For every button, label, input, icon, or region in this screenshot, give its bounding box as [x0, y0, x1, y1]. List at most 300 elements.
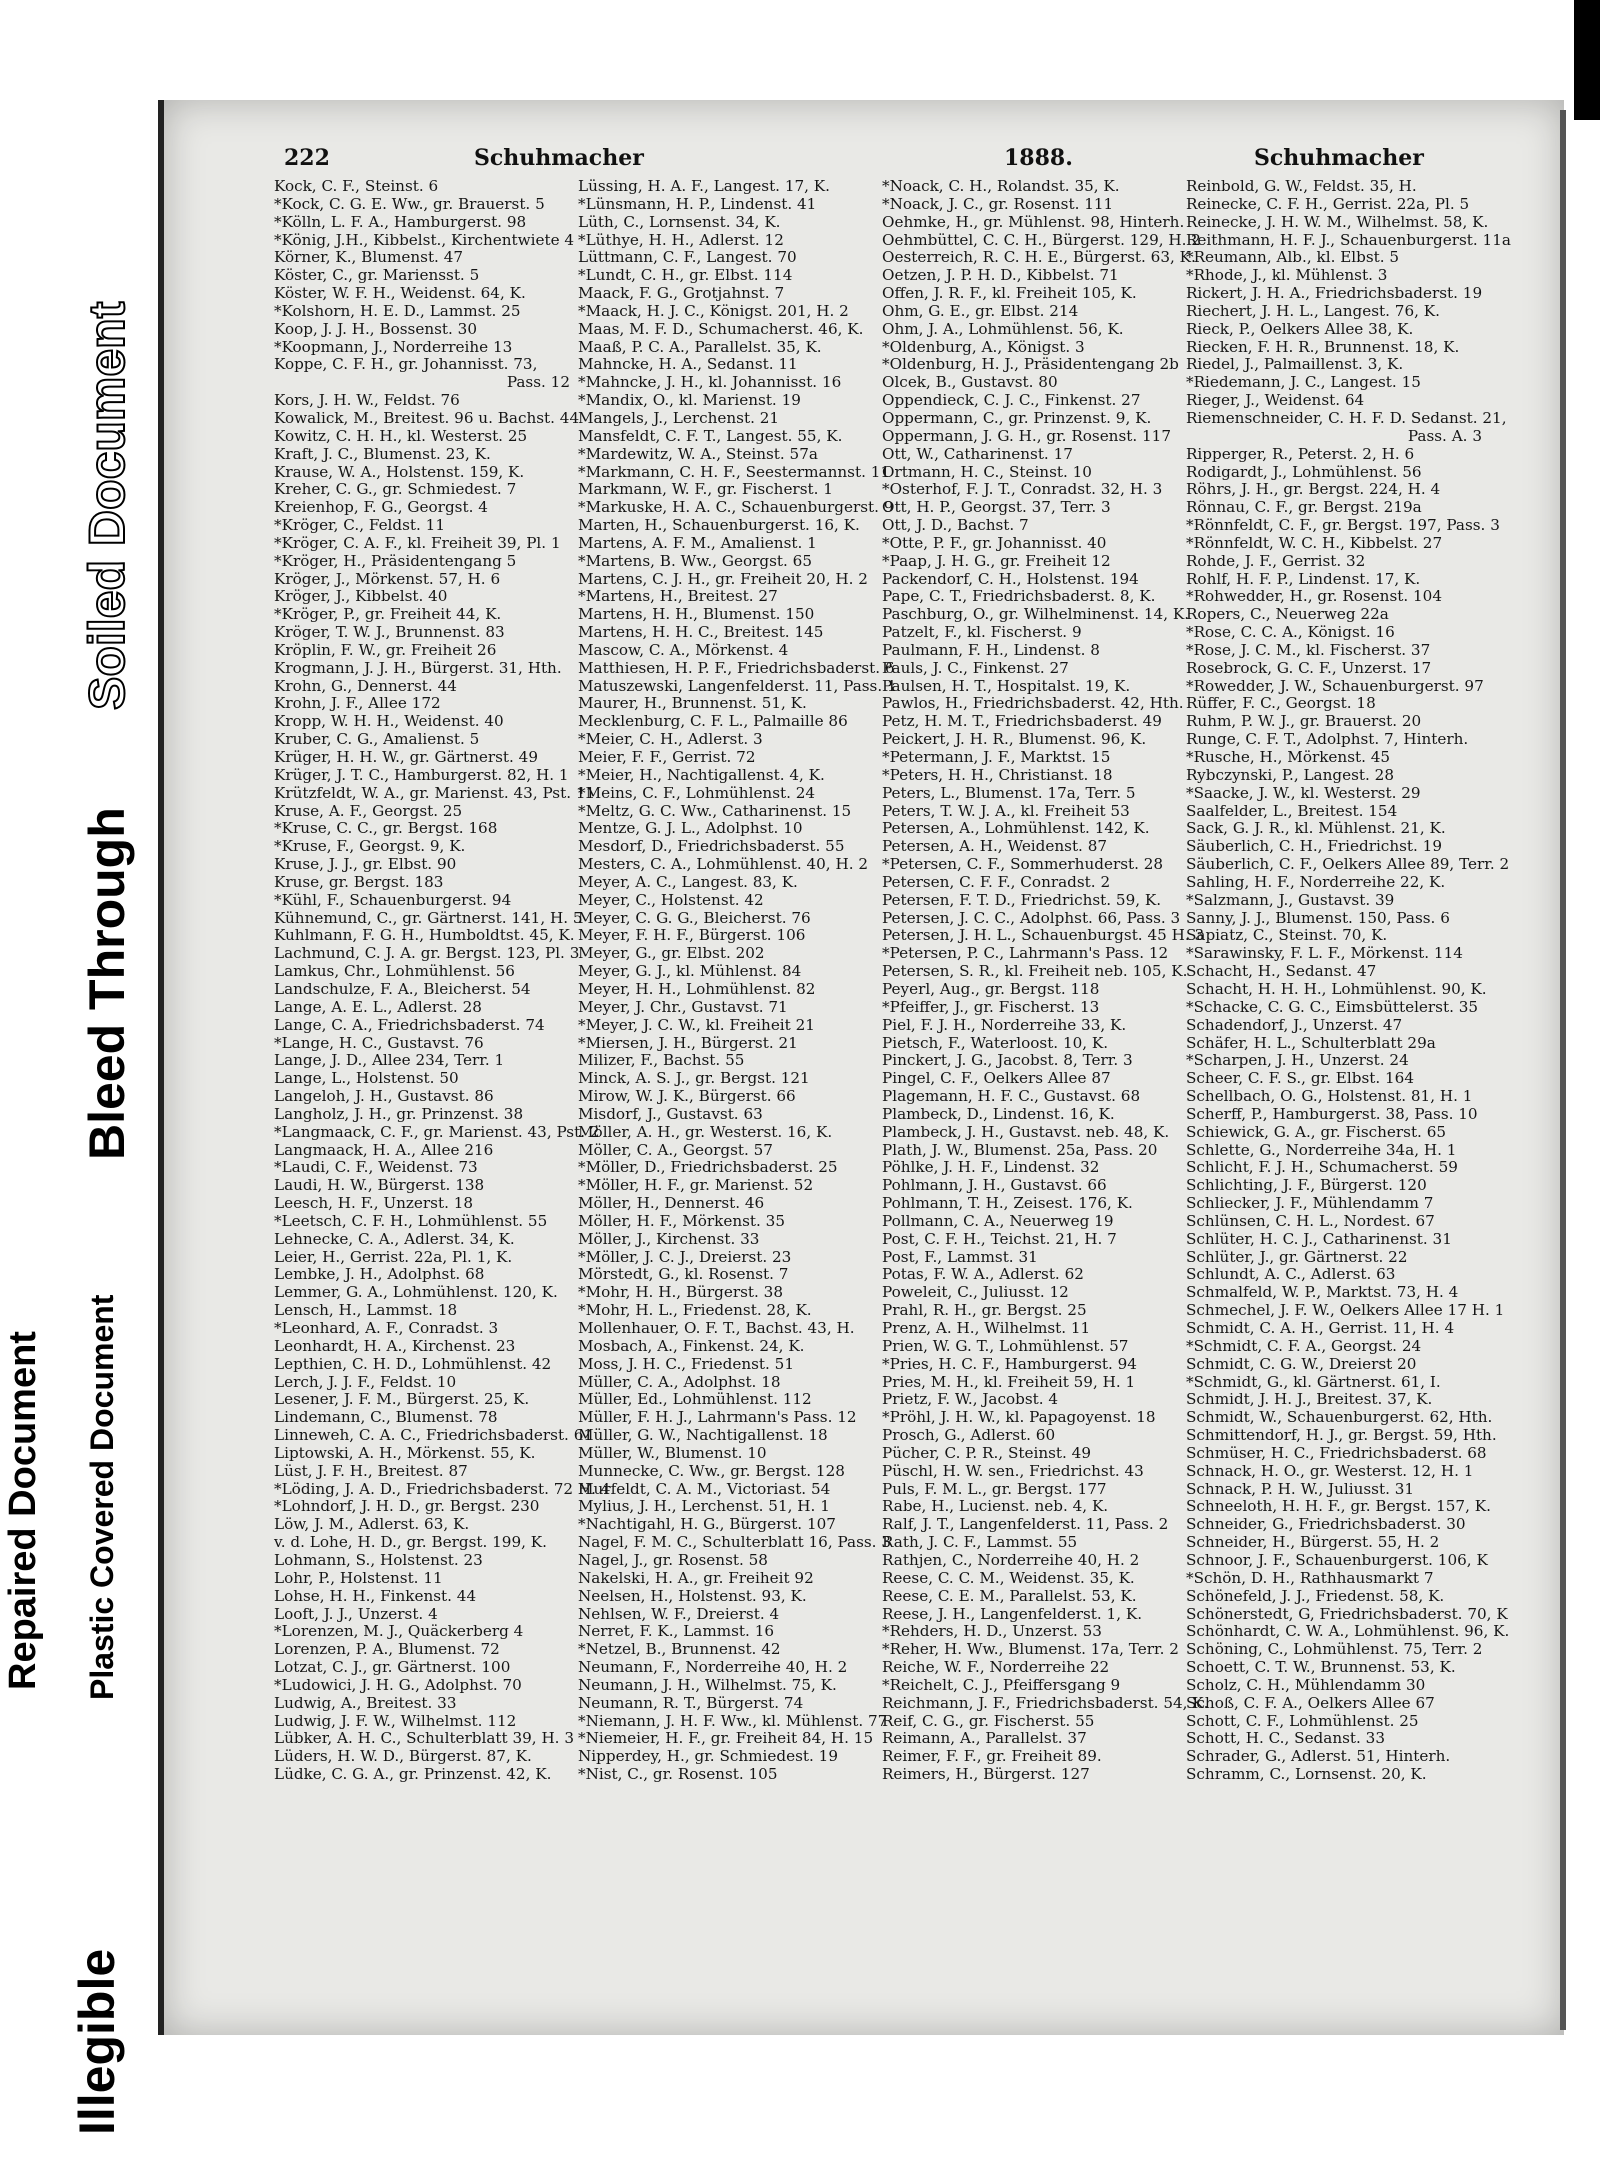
directory-entry: Krause, W. A., Holstenst. 159, K. [274, 462, 525, 481]
directory-entry: Langeloh, J. H., Gustavst. 86 [274, 1087, 494, 1106]
directory-entry: Mollenhauer, O. F. T., Bachst. 43, H. [578, 1319, 855, 1337]
directory-entry: Kühnemund, C., gr. Gärtnerst. 141, H. 5 [274, 908, 583, 927]
directory-entry: Leonhardt, H. A., Kirchenst. 23 [274, 1336, 516, 1355]
directory-entry: Kreher, C. G., gr. Schmiedest. 7 [274, 480, 517, 499]
directory-entry: *Möller, H. F., gr. Marienst. 52 [578, 1176, 814, 1195]
directory-entry: *Lorenzen, M. J., Quäckerberg 4 [274, 1622, 524, 1641]
directory-entry: Koop, J. J. H., Bossenst. 30 [274, 319, 477, 338]
directory-entry: Nakelski, H. A., gr. Freiheit 92 [578, 1568, 814, 1587]
directory-entry: Packendorf, C. H., Holstenst. 194 [882, 569, 1139, 588]
stamp-plastic-covered: Plastic Covered Document [84, 1294, 120, 1700]
directory-entry: Lensch, H., Lammst. 18 [274, 1301, 458, 1320]
directory-entry: Martens, H. H., Blumenst. 150 [578, 605, 815, 624]
directory-entry: Martens, H. H. C., Breitest. 145 [578, 623, 824, 642]
directory-entry: Looft, J. J., Unzerst. 4 [274, 1604, 438, 1623]
directory-entry: *Paap, J. H. G., gr. Freiheit 12 [882, 551, 1111, 570]
directory-entry: Reif, C. G., gr. Fischerst. 55 [882, 1711, 1095, 1730]
directory-entry: *Ludowici, J. H. G., Adolphst. 70 [274, 1675, 522, 1694]
directory-entry: *Rönnfeldt, C. F., gr. Bergst. 197, Pass. 3 [1186, 516, 1500, 535]
directory-entry: *Meins, C. F., Lohmühlenst. 24 [578, 783, 816, 802]
directory-entry: Prietz, F. W., Jacobst. 4 [882, 1390, 1059, 1409]
directory-entry: Liptowski, A. H., Mörkenst. 55, K. [274, 1443, 536, 1462]
directory-entry: Säuberlich, C. F., Oelkers Allee 89, Terr. 2 [1186, 855, 1510, 874]
directory-entry: Pass. 12 [506, 373, 570, 392]
directory-entry: *Langmaack, C. F., gr. Marienst. 43, Pst. 2 [274, 1122, 600, 1141]
directory-entry: Möller, C. A., Georgst. 57 [578, 1140, 773, 1159]
directory-entry: *Riedemann, J. C., Langest. 15 [1186, 373, 1421, 392]
directory-entry: Ruhm, P. W. J., gr. Brauerst. 20 [1186, 712, 1422, 731]
directory-entry: *Kröger, H., Präsidentengang 5 [274, 551, 517, 570]
directory-entry: *Noack, J. C., gr. Rosenst. 111 [882, 194, 1114, 213]
directory-entry: *Meier, C. H., Adlerst. 3 [578, 730, 763, 749]
directory-entry: *Kröger, C. A. F., kl. Freiheit 39, Pl. 1 [274, 533, 561, 552]
stamp-repaired: Repaired Document [2, 1331, 44, 1690]
directory-entry: Oetzen, J. P. H. D., Kibbelst. 71 [882, 266, 1119, 285]
directory-entry: Kowalick, M., Breitest. 96 u. Bachst. 44 [274, 408, 580, 427]
directory-entry: Mahncke, H. A., Sedanst. 11 [578, 355, 798, 374]
directory-entry: Mesdorf, D., Friedrichsbaderst. 55 [578, 837, 845, 856]
directory-entry: Oehmbüttel, C. C. H., Bürgerst. 129, H. 2 [882, 230, 1201, 249]
directory-entry: *Rhode, J., kl. Mühlenst. 3 [1186, 266, 1388, 285]
directory-entry: Petersen, S. R., kl. Freiheit neb. 105, K. [882, 962, 1188, 981]
directory-entry: *Pröhl, J. H. W., kl. Papagoyenst. 18 [882, 1408, 1156, 1427]
directory-entry: Post, C. F. H., Teichst. 21, H. 7 [882, 1229, 1117, 1248]
directory-entry: Schmüser, H. C., Friedrichsbaderst. 68 [1186, 1443, 1487, 1462]
directory-entry: Neumann, R. T., Bürgerst. 74 [578, 1693, 804, 1712]
stamp-illegible: Illegible [69, 1948, 125, 2135]
directory-entry: Schmidt, C. G. W., Dreierst 20 [1186, 1354, 1417, 1373]
directory-entry: Kröger, J., Kibbelst. 40 [274, 587, 448, 606]
directory-entry: Möller, H. F., Mörkenst. 35 [578, 1211, 786, 1230]
directory-entry: Pries, M. H., kl. Freiheit 59, H. 1 [882, 1372, 1136, 1391]
directory-entry: Kruber, C. G., Amalienst. 5 [274, 730, 480, 749]
directory-entry: Lerch, J. J. F., Feldst. 10 [274, 1372, 457, 1391]
directory-entry: Laudi, H. W., Bürgerst. 138 [274, 1176, 485, 1195]
directory-entry: Plath, J. W., Blumenst. 25a, Pass. 20 [882, 1140, 1158, 1159]
directory-entry: Mansfeldt, C. F. T., Langest. 55, K. [578, 426, 843, 445]
directory-entry: Peyerl, Aug., gr. Bergst. 118 [882, 979, 1100, 998]
directory-entry: Maaß, P. C. A., Parallelst. 35, K. [578, 337, 822, 356]
directory-entry: Lüst, J. F. H., Breitest. 87 [274, 1461, 468, 1480]
directory-entry: Plambeck, D., Lindenst. 16, K. [882, 1104, 1115, 1123]
directory-entry: Kröger, J., Mörkenst. 57, H. 6 [274, 569, 501, 588]
directory-entry: Kors, J. H. W., Feldst. 76 [274, 391, 460, 410]
page-number: 222 [284, 145, 330, 171]
directory-entry: Schnack, H. O., gr. Westerst. 12, H. 1 [1186, 1461, 1474, 1480]
directory-entry: Schrader, G., Adlerst. 51, Hinterh. [1186, 1747, 1451, 1766]
directory-entry: Sahling, H. F., Norderreihe 22, K. [1186, 872, 1446, 891]
directory-entry: Lembke, J. H., Adolphst. 68 [274, 1265, 485, 1284]
directory-entry: Rönnau, C. F., gr. Bergst. 219a [1186, 498, 1422, 517]
directory-entry: *Rose, J. C. M., kl. Fischerst. 37 [1186, 640, 1431, 659]
directory-entry: *Rowedder, J. W., Schauenburgerst. 97 [1186, 676, 1484, 695]
directory-entry: Schellbach, O. G., Holstenst. 81, H. 1 [1186, 1087, 1473, 1106]
directory-entry: Meyer, F. H. F., Bürgerst. 106 [578, 926, 806, 945]
directory-entry: Lohr, P., Holstenst. 11 [274, 1568, 443, 1587]
directory-entry: *Kölln, L. F. A., Hamburgerst. 98 [274, 212, 527, 231]
directory-entry: Ropers, C., Neuerweg 22a [1186, 605, 1389, 624]
directory-entry: Lüttmann, C. F., Langest. 70 [578, 248, 797, 267]
directory-entry: Peickert, J. H. R., Blumenst. 96, K. [882, 730, 1147, 749]
directory-entry: Leier, H., Gerrist. 22a, Pl. 1, K. [274, 1247, 513, 1266]
directory-entry: *Miersen, J. H., Bürgerst. 21 [578, 1033, 798, 1052]
directory-entry: Lesener, J. F. M., Bürgerst. 25, K. [274, 1390, 530, 1409]
directory-entry: Rodigardt, J., Lohmühlenst. 56 [1186, 462, 1422, 481]
directory-entry: *Kruse, F., Georgst. 9, K. [274, 837, 466, 856]
directory-entry: *Nachtigahl, H. G., Bürgerst. 107 [578, 1515, 836, 1534]
directory-entry: Matthiesen, H. P. F., Friedrichsbaderst. 6 [578, 658, 895, 677]
directory-entry: Ohm, G. E., gr. Elbst. 214 [882, 301, 1079, 320]
directory-entry: Schoett, C. T. W., Brunnenst. 53, K. [1186, 1658, 1456, 1677]
directory-entry: *Rose, C. C. A., Königst. 16 [1186, 623, 1395, 642]
directory-entry: Landschulze, F. A., Bleicherst. 54 [274, 979, 531, 998]
directory-entry: *Martens, B. Ww., Georgst. 65 [578, 551, 813, 570]
directory-entry: Munnecke, C. Ww., gr. Bergst. 128 [578, 1461, 845, 1480]
directory-entry: Maurer, H., Brunnenst. 51, K. [578, 694, 807, 713]
directory-entry: *Kock, C. G. E. Ww., gr. Brauerst. 5 [274, 194, 545, 213]
directory-entry: *Kühl, F., Schauenburgerst. 94 [274, 890, 512, 909]
directory-entry: Rohlf, H. F. P., Lindenst. 17, K. [1186, 569, 1421, 588]
directory-entry: Pollmann, C. A., Neuerweg 19 [882, 1211, 1114, 1230]
directory-entry: *Saacke, J. W., kl. Westerst. 29 [1186, 783, 1421, 802]
directory-entry: *Schmidt, C. F. A., Georgst. 24 [1186, 1336, 1422, 1355]
directory-entry: Maack, F. G., Grotjahnst. 7 [578, 284, 785, 303]
directory-entry: Schott, C. F., Lohmühlenst. 25 [1186, 1711, 1419, 1730]
directory-entry: *Niemann, J. H. F. Ww., kl. Mühlenst. 77 [578, 1711, 888, 1730]
directory-entry: *Markmann, C. H. F., Seestermannst. 11 [578, 462, 891, 481]
directory-entry: Peters, T. W. J. A., kl. Freiheit 53 [882, 801, 1130, 820]
directory-entry: Mylius, J. H., Lerchenst. 51, H. 1 [578, 1497, 830, 1516]
column-2 [578, 177, 897, 1784]
directory-entry: Meyer, G., gr. Elbst. 202 [578, 944, 765, 963]
directory-entry: Schiewick, G. A., gr. Fischerst. 65 [1186, 1122, 1447, 1141]
directory-entry: Riecken, F. H. R., Brunnenst. 18, K. [1186, 337, 1460, 356]
directory-entry: *Mandix, O., kl. Marienst. 19 [578, 391, 801, 410]
directory-entry: Schöning, C., Lohmühlenst. 75, Terr. 2 [1186, 1640, 1483, 1659]
directory-entry: Meier, F. F., Gerrist. 72 [578, 748, 756, 766]
left-running-title: Schuhmacher [474, 145, 644, 171]
directory-entry: Leesch, H. F., Unzerst. 18 [274, 1194, 474, 1213]
directory-entry: Schramm, C., Lornsenst. 20, K. [1186, 1765, 1427, 1784]
directory-entry: Lüdke, C. G. A., gr. Prinzenst. 42, K. [274, 1765, 552, 1784]
directory-entry: Scheer, C. F. S., gr. Elbst. 164 [1186, 1069, 1414, 1088]
directory-entry: Schönerstedt, G, Friedrichsbaderst. 70, K [1186, 1604, 1508, 1623]
directory-entry: Rüffer, F. C., Georgst. 18 [1186, 694, 1376, 713]
directory-entry: Riemenschneider, C. H. F. D. Sedanst. 21, [1186, 408, 1507, 427]
directory-entry: *Meier, H., Nachtigallenst. 4, K. [578, 765, 825, 784]
directory-entry: Ott, W., Catharinenst. 17 [882, 444, 1073, 463]
directory-entry: Rybczynski, P., Langest. 28 [1186, 765, 1394, 784]
directory-entry: Löw, J. M., Adlerst. 63, K. [274, 1515, 470, 1534]
directory-entry: Meyer, J. Chr., Gustavst. 71 [578, 997, 788, 1016]
directory-entry: *Löding, J. A. D., Friedrichsbaderst. 72 H. 4 [274, 1479, 611, 1498]
directory-entry: *Salzmann, J., Gustavst. 39 [1186, 890, 1395, 909]
directory-entry: Meyer, H. H., Lohmühlenst. 82 [578, 979, 816, 998]
directory-entry: Möller, H., Dennerst. 46 [578, 1194, 765, 1213]
directory-entry: Lange, L., Holstenst. 50 [274, 1069, 459, 1088]
directory-entry: Rath, J. C. F., Lammst. 55 [882, 1533, 1078, 1552]
directory-entry: Pass. A. 3 [1407, 426, 1482, 445]
directory-entry: *Kruse, C. C., gr. Bergst. 168 [274, 819, 498, 838]
directory-entry: Misdorf, J., Gustavst. 63 [578, 1104, 763, 1123]
directory-entry: Petersen, F. T. D., Friedrichst. 59, K. [882, 890, 1162, 909]
directory-entry: Prien, W. G. T., Lohmühlenst. 57 [882, 1336, 1129, 1355]
directory-entry: Müller, C. A., Adolphst. 18 [578, 1372, 781, 1391]
directory-entry: Nehlsen, W. F., Dreierst. 4 [578, 1604, 780, 1623]
directory-entry: *Mohr, H. L., Friedenst. 28, K. [578, 1301, 812, 1320]
directory-entry: Pohlmann, J. H., Gustavst. 66 [882, 1176, 1107, 1195]
directory-entry: Lange, C. A., Friedrichsbaderst. 74 [274, 1015, 545, 1034]
directory-entry: *Martens, H., Breitest. 27 [578, 587, 778, 606]
directory-entry: Martens, C. J. H., gr. Freiheit 20, H. 2 [578, 569, 868, 588]
directory-entry: Müller, F. H. J., Lahrmann's Pass. 12 [578, 1408, 857, 1427]
directory-entry: Runge, C. F. T., Adolphst. 7, Hinterh. [1186, 730, 1469, 749]
directory-entry: Offen, J. R. F., kl. Freiheit 105, K. [882, 284, 1137, 303]
directory-entry: *Meyer, J. C. W., kl. Freiheit 21 [578, 1015, 815, 1034]
directory-entry: Lüders, H. W. D., Bürgerst. 87, K. [274, 1747, 532, 1766]
directory-entry: Pohlmann, T. H., Zeisest. 176, K. [882, 1194, 1133, 1213]
directory-entry: Schmalfeld, W. P., Marktst. 73, H. 4 [1186, 1283, 1459, 1302]
directory-entry: Lemmer, G. A., Lohmühlenst. 120, K. [274, 1283, 558, 1302]
directory-entry: Schnoor, J. F., Schauenburgerst. 106, K [1186, 1550, 1488, 1569]
directory-entry: Reinecke, J. H. W. M., Wilhelmst. 58, K. [1186, 212, 1489, 231]
directory-entry: Oesterreich, R. C. H. E., Bürgerst. 63, K. [882, 248, 1196, 267]
directory-entry: Mascow, C. A., Mörkenst. 4 [578, 640, 789, 659]
directory-entry: Markmann, W. F., gr. Fischerst. 1 [578, 480, 833, 499]
directory-entry: Pingel, C. F., Oelkers Allee 87 [882, 1069, 1111, 1088]
directory-entry: Müller, G. W., Nachtigallenst. 18 [578, 1426, 828, 1445]
directory-entry: Krohn, J. F., Allee 172 [274, 694, 441, 713]
directory-entry: Schneider, G., Friedrichsbaderst. 30 [1186, 1515, 1466, 1534]
year: 1888. [1004, 145, 1073, 171]
directory-entry: Oehmke, H., gr. Mühlenst. 98, Hinterh. [882, 212, 1185, 231]
directory-entry: Ludwig, J. F. W., Wilhelmst. 112 [274, 1711, 517, 1730]
directory-entry: *Lohndorf, J. H. D., gr. Bergst. 230 [274, 1497, 540, 1516]
directory-entry: Schnack, P. H. W., Juliusst. 31 [1186, 1479, 1415, 1498]
directory-entry: Krüger, J. T. C., Hamburgerst. 82, H. 1 [274, 765, 569, 784]
directory-entry: *Mardewitz, W. A., Steinst. 57a [578, 444, 818, 463]
directory-entry: *Schmidt, G., kl. Gärtnerst. 61, I. [1186, 1372, 1441, 1391]
directory-entry: Köster, C., gr. Mariensst. 5 [274, 266, 480, 285]
directory-entry: *Lange, H. C., Gustavst. 76 [274, 1033, 484, 1052]
directory-entry: *König, J.H., Kibbelst., Kirchentwiete 4 [274, 230, 575, 249]
directory-entry: Reimers, H., Bürgerst. 127 [882, 1765, 1090, 1784]
directory-entry: Rieck, P., Oelkers Allee 38, K. [1186, 319, 1414, 338]
directory-entry: *Rohwedder, H., gr. Rosenst. 104 [1186, 587, 1442, 606]
directory-entry: Meyer, G. J., kl. Mühlenst. 84 [578, 962, 802, 981]
directory-entry: Schneider, H., Bürgerst. 55, H. 2 [1186, 1533, 1440, 1552]
directory-entry: Paulmann, F. H., Lindenst. 8 [882, 640, 1100, 659]
directory-entry: Martens, A. F. M., Amalienst. 1 [578, 533, 817, 552]
directory-entry: Reichmann, J. F., Friedrichsbaderst. 54, K. [882, 1693, 1209, 1712]
directory-entry: Petersen, A. H., Weidenst. 87 [882, 837, 1108, 856]
directory-entry: Kröplin, F. W., gr. Freiheit 26 [274, 640, 497, 659]
directory-entry: Kröger, T. W. J., Brunnenst. 83 [274, 623, 505, 642]
directory-entry: Kruse, gr. Bergst. 183 [274, 872, 444, 891]
directory-entry: Riechert, J. H. L., Langest. 76, K. [1186, 301, 1440, 320]
directory-entry: Pücher, C. P. R., Steinst. 49 [882, 1443, 1091, 1462]
directory-entry: Langholz, J. H., gr. Prinzenst. 38 [274, 1104, 524, 1123]
directory-entry: *Pries, H. C. F., Hamburgerst. 94 [882, 1354, 1137, 1373]
directory-entry: *Reumann, Alb., kl. Elbst. 5 [1186, 248, 1400, 267]
directory-entry: *Reichelt, C. J., Pfeiffersgang 9 [882, 1675, 1121, 1694]
directory-entry: Pinckert, J. G., Jacobst. 8, Terr. 3 [882, 1051, 1133, 1070]
directory-entry: Koppe, C. F. H., gr. Johannisst. 73, [274, 355, 538, 374]
directory-entry: *Mohr, H. H., Bürgerst. 38 [578, 1283, 783, 1302]
directory-entry: Körner, K., Blumenst. 47 [274, 248, 464, 267]
directory-entry: Piel, F. J. H., Norderreihe 33, K. [882, 1015, 1127, 1034]
directory-entry: Kuhlmann, F. G. H., Humboldtst. 45, K. [274, 926, 575, 945]
directory-entry: Lüth, C., Lornsenst. 34, K. [578, 212, 781, 231]
directory-entry: Lorenzen, P. A., Blumenst. 72 [274, 1640, 500, 1659]
directory-entry: Neelsen, H., Holstenst. 93, K. [578, 1586, 807, 1605]
directory-entry: Murfeldt, C. A. M., Victoriast. 54 [578, 1479, 831, 1498]
directory-entry: *Markuske, H. A. C., Schauenburgerst. 9 [578, 498, 894, 517]
directory-entry: *Oldenburg, H. J., Präsidentengang 2b [882, 355, 1179, 374]
directory-entry: Nagel, J., gr. Rosenst. 58 [578, 1550, 768, 1569]
directory-entry: Ralf, J. T., Langenfelderst. 11, Pass. 2 [882, 1515, 1169, 1534]
directory-entry: Petersen, J. H. L., Schauenburgst. 45 H. 3 [882, 926, 1205, 945]
stamp-soiled: Soiled Document [79, 301, 135, 710]
directory-entry: Schlichting, J. F., Bürgerst. 120 [1186, 1176, 1427, 1195]
stamp-bleed-through: Bleed Through [79, 807, 135, 1160]
directory-entry: Kowitz, C. H. H., kl. Westerst. 25 [274, 426, 528, 445]
directory-entry: *Nist, C., gr. Rosenst. 105 [578, 1765, 778, 1784]
directory-entry: Prosch, G., Adlerst. 60 [882, 1426, 1056, 1445]
directory-entry: *Leetsch, C. F. H., Lohmühlenst. 55 [274, 1211, 548, 1230]
directory-entry: Potas, F. W. A., Adlerst. 62 [882, 1265, 1084, 1284]
directory-entry: Kruse, J. J., gr. Elbst. 90 [274, 855, 457, 874]
directory-entry: *Schön, D. H., Rathhausmarkt 7 [1186, 1568, 1434, 1587]
directory-entry: *Koopmann, J., Norderreihe 13 [274, 337, 513, 356]
directory-entry: Schott, H. C., Sedanst. 33 [1186, 1729, 1385, 1748]
directory-entry: Säuberlich, C. H., Friedrichst. 19 [1186, 837, 1442, 856]
directory-entry: Pietsch, F., Waterloost. 10, K. [882, 1033, 1109, 1052]
directory-entry: Lange, A. E. L., Adlerst. 28 [274, 997, 482, 1016]
directory-entry: Nerret, F. K., Lammst. 16 [578, 1622, 775, 1641]
directory-entry: Neumann, J. H., Wilhelmst. 75, K. [578, 1675, 837, 1694]
directory-entry: Matuszewski, Langenfelderst. 11, Pass. 1 [578, 676, 897, 695]
directory-entry: Langmaack, H. A., Allee 216 [274, 1140, 494, 1159]
directory-entry: *Petermann, J. F., Marktst. 15 [882, 748, 1111, 766]
directory-entry: Scherff, P., Hamburgerst. 38, Pass. 10 [1186, 1104, 1478, 1123]
directory-entry: Oppermann, C., gr. Prinzenst. 9, K. [882, 408, 1152, 427]
directory-entry: Krützfeldt, W. A., gr. Marienst. 43, Pst. 11 [274, 783, 596, 802]
directory-entry: *Leonhard, A. F., Conradst. 3 [274, 1319, 499, 1337]
page-edge [1560, 110, 1566, 2030]
directory-entry: Ott, H. P., Georgst. 37, Terr. 3 [882, 498, 1111, 517]
directory-entry: *Mahncke, J. H., kl. Johannisst. 16 [578, 373, 842, 392]
directory-entry: Petersen, A., Lohmühlenst. 142, K. [882, 819, 1150, 838]
directory-entry: Puls, F. M. L., gr. Bergst. 177 [882, 1479, 1107, 1498]
directory-entry: Kraft, J. C., Blumenst. 23, K. [274, 444, 491, 463]
directory-entry: Rosebrock, G. C. F., Unzerst. 17 [1186, 658, 1432, 677]
directory-entry: Schönefeld, J. J., Friedenst. 58, K. [1186, 1586, 1445, 1605]
directory-entry: Krüger, H. H. W., gr. Gärtnerst. 49 [274, 748, 539, 766]
directory-entry: Schönhardt, C. W. A., Lohmühlenst. 96, K. [1186, 1622, 1510, 1641]
directory-entry: Ortmann, H. C., Steinst. 10 [882, 462, 1092, 481]
directory-entry: Mecklenburg, C. F. L., Palmaille 86 [578, 712, 848, 731]
directory-entry: *Sarawinsky, F. L. F., Mörkenst. 114 [1186, 944, 1463, 963]
directory-entry: Ripperger, R., Peterst. 2, H. 6 [1186, 444, 1415, 463]
directory-entry: *Lünsmann, H. P., Lindenst. 41 [578, 194, 817, 213]
directory-entry: *Noack, C. H., Rolandst. 35, K. [882, 177, 1120, 195]
directory-page [158, 100, 1564, 2035]
directory-entry: Köster, W. F. H., Weidenst. 64, K. [274, 284, 526, 303]
directory-entry: Scholz, C. H., Mühlendamm 30 [1186, 1675, 1426, 1694]
directory-entry: Peters, L., Blumenst. 17a, Terr. 5 [882, 783, 1136, 802]
directory-entry: Püschl, H. W. sen., Friedrichst. 43 [882, 1461, 1144, 1480]
directory-entry: Schmidt, J. H. J., Breitest. 37, K. [1186, 1390, 1433, 1409]
directory-entry: Mörstedt, G., kl. Rosenst. 7 [578, 1265, 789, 1284]
directory-entry: *Peters, H. H., Christianst. 18 [882, 765, 1113, 784]
directory-entry: Krohn, G., Dennerst. 44 [274, 676, 457, 695]
directory-entry: *Meltz, G. C. Ww., Catharinenst. 15 [578, 801, 852, 820]
directory-entry: Schmechel, J. F. W., Oelkers Allee 17 H. 1 [1186, 1301, 1505, 1320]
directory-entry: Meyer, C. G. G., Bleicherst. 76 [578, 908, 811, 927]
directory-entry: Minck, A. S. J., gr. Bergst. 121 [578, 1069, 810, 1088]
directory-entry: Reimann, A., Parallelst. 37 [882, 1729, 1087, 1748]
directory-entry: Reese, C. E. M., Parallelst. 53, K. [882, 1586, 1137, 1605]
directory-entry: Meyer, A. C., Langest. 83, K. [578, 872, 798, 891]
directory-entry: *Maack, H. J. C., Königst. 201, H. 2 [578, 301, 849, 320]
directory-entry: Saalfelder, L., Breitest. 154 [1186, 801, 1398, 820]
directory-entry: Müller, Ed., Lohmühlenst. 112 [578, 1390, 812, 1409]
directory-entry: Möller, J., Kirchenst. 33 [578, 1229, 760, 1248]
directory-entry: *Kröger, C., Feldst. 11 [274, 516, 446, 535]
directory-entry: Sapiatz, C., Steinst. 70, K. [1186, 926, 1388, 945]
directory-entry: Reese, C. C. M., Weidenst. 35, K. [882, 1568, 1135, 1587]
directory-entry: *Kolshorn, H. E. D., Lammst. 25 [274, 301, 521, 320]
directory-entry: Pawlos, H., Friedrichsbaderst. 42, Hth. [882, 694, 1184, 713]
directory-entry: Milizer, F., Bachst. 55 [578, 1051, 745, 1070]
directory-entry: Lohmann, S., Holstenst. 23 [274, 1550, 483, 1569]
directory-entry: *Niemeier, H. F., gr. Freiheit 84, H. 15 [578, 1729, 874, 1748]
directory-entry: Kropp, W. H. H., Weidenst. 40 [274, 712, 504, 731]
directory-entry: Ludwig, A., Breitest. 33 [274, 1693, 457, 1712]
directory-entry: Linneweh, C. A. C., Friedrichsbaderst. 61 [274, 1426, 594, 1445]
directory-entry: Reinecke, C. F. H., Gerrist. 22a, Pl. 5 [1186, 194, 1470, 213]
directory-entry: Reiche, W. F., Norderreihe 22 [882, 1658, 1110, 1677]
directory-entry: Rathjen, C., Norderreihe 40, H. 2 [882, 1550, 1140, 1569]
directory-entry: Schlette, G., Norderreihe 34a, H. 1 [1186, 1140, 1457, 1159]
directory-entry: Lange, J. D., Allee 234, Terr. 1 [274, 1051, 505, 1070]
directory-entry: Rickert, J. H. A., Friedrichsbaderst. 19 [1186, 284, 1483, 303]
directory-entry: Kock, C. F., Steinst. 6 [274, 177, 439, 195]
directory-entry: Paulsen, H. T., Hospitalst. 19, K. [882, 676, 1131, 695]
directory-entry: Lehnecke, C. A., Adlerst. 34, K. [274, 1229, 515, 1248]
directory-entry: Meyer, C., Holstenst. 42 [578, 890, 764, 909]
directory-entry: Poweleit, C., Juliusst. 12 [882, 1283, 1069, 1302]
directory-entry: v. d. Lohe, H. D., gr. Bergst. 199, K. [274, 1533, 547, 1552]
directory-entry: Nipperdey, H., gr. Schmiedest. 19 [578, 1747, 838, 1766]
directory-entry: Post, F., Lammst. 31 [882, 1247, 1038, 1266]
directory-entry: Sanny, J. J., Blumenst. 150, Pass. 6 [1186, 908, 1450, 927]
directory-entry: Reese, J. H., Langenfelderst. 1, K. [882, 1604, 1143, 1623]
directory-entry: *Osterhof, F. J. T., Conradst. 32, H. 3 [882, 480, 1163, 499]
directory-entry: Ott, J. D., Bachst. 7 [882, 516, 1029, 535]
scan-edge [1574, 0, 1600, 120]
directory-entry: Mesters, C. A., Lohmühlenst. 40, H. 2 [578, 855, 869, 874]
directory-entry: Rieger, J., Weidenst. 64 [1186, 391, 1365, 410]
directory-entry: *Möller, J. C. J., Dreierst. 23 [578, 1247, 792, 1266]
directory-entry: *Kröger, P., gr. Freiheit 44, K. [274, 605, 502, 624]
directory-entry: Patzelt, F., kl. Fischerst. 9 [882, 623, 1082, 642]
directory-entry: Riedel, J., Palmaillenst. 3, K. [1186, 355, 1404, 374]
directory-entry: Lachmund, C. J. A. gr. Bergst. 123, Pl. 3 [274, 944, 580, 963]
directory-entry: Neumann, F., Norderreihe 40, H. 2 [578, 1658, 848, 1677]
directory-entry: Müller, W., Blumenst. 10 [578, 1443, 767, 1462]
